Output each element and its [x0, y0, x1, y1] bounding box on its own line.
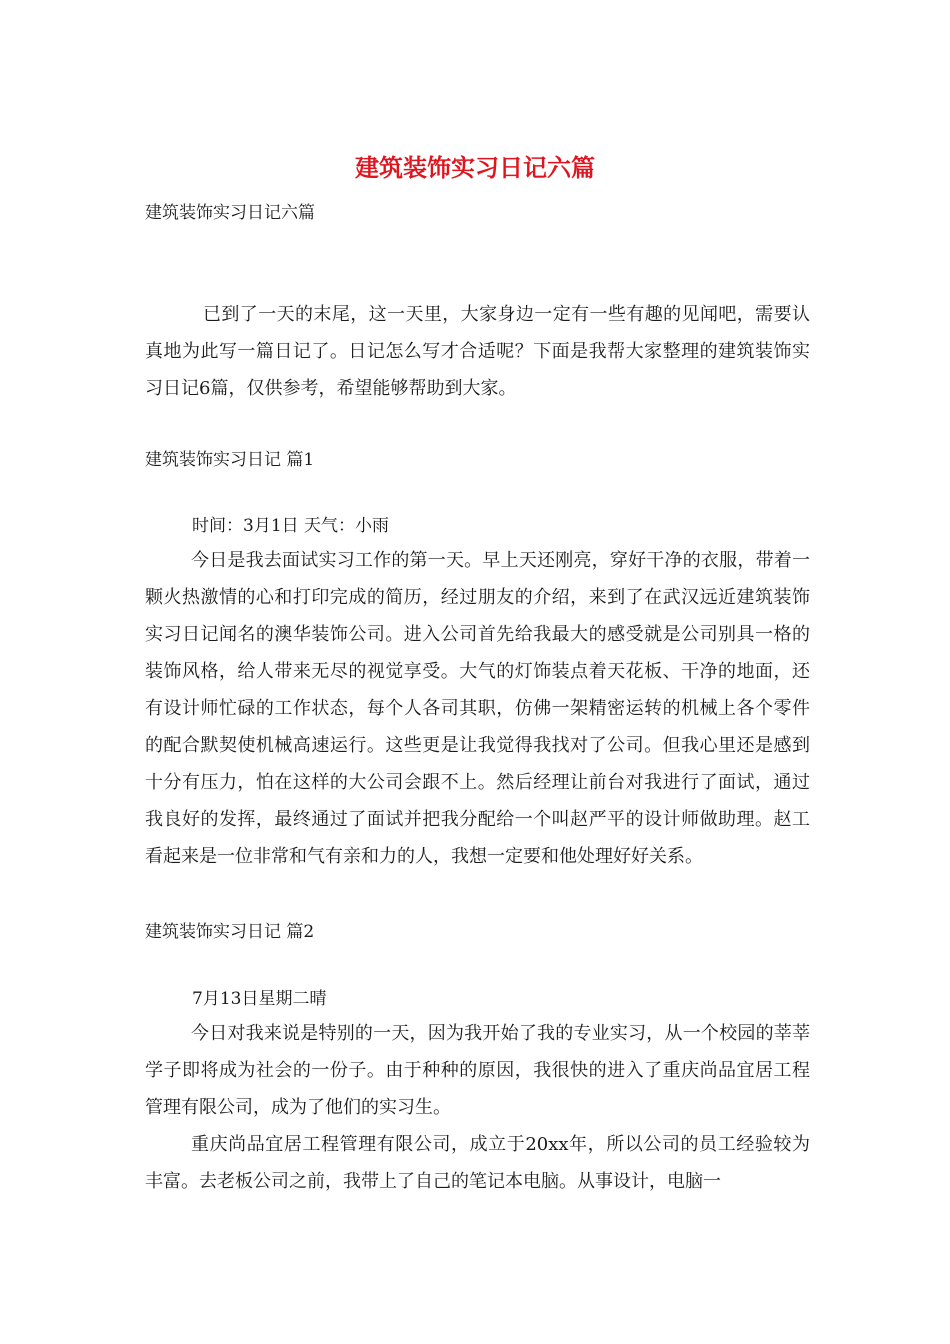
entry-meta-1: 时间：3月1日 天气：小雨 [192, 516, 390, 536]
entry-2-paragraph-2: 重庆尚品宜居工程管理有限公司，成立于20xx年，所以公司的员工经验较为丰富。去老板公司之前，我带上了自己的笔记本电脑。从事设计，电脑一 [145, 1134, 810, 1192]
entry-heading-1: 建筑装饰实习日记 篇1 [145, 450, 315, 470]
intro-paragraph: 已到了一天的末尾，这一天里，大家身边一定有一些有趣的见闻吧，需要认真地为此写一篇日记了。日记怎么写才合适呢？下面是我帮大家整理的建筑装饰实习日记6篇，仅供参考，希望能够帮助到大家。 [145, 304, 810, 399]
document-title: 建筑装饰实习日记六篇 [355, 153, 595, 182]
entry-1-paragraph-1: 今日是我去面试实习工作的第一天。早上天还刚亮，穿好干净的衣服，带着一颗火热激情的心和打印完成的简历，经过朋友的介绍，来到了在武汉远近建筑装饰实习日记闻名的澳华装饰公司。进入公司首先给我最大的感受就是公司别具一格的装饰风格，给人带来无尽的视觉享受。大气的灯饰装点着天花板、干净的地面，还有设计师忙碌的工作状态，每个人各司其职，仿佛一架精密运转的机械上各个零件的配合默契使机械高速运行。这些更是让我觉得我找对了公司。但我心里还是感到十分有压力，怕在这样的大公司会跟不上。然后经理让前台对我进行了面试，通过我良好的发挥，最终通过了面试并把我分配给一个叫赵严平的设计师做助理。赵工看起来是一位非常和气有亲和力的人，我想一定要和他处理好好关系。 [145, 550, 810, 867]
entry-meta-2: 7月13日星期二晴 [192, 989, 327, 1009]
document-subtitle: 建筑装饰实习日记六篇 [145, 203, 315, 223]
entry-2-paragraph-1: 今日对我来说是特别的一天，因为我开始了我的专业实习，从一个校园的莘莘学子即将成为社会的一份子。由于种种的原因，我很快的进入了重庆尚品宜居工程管理有限公司，成为了他们的实习生。 [145, 1023, 810, 1118]
entry-heading-2: 建筑装饰实习日记 篇2 [145, 922, 315, 942]
